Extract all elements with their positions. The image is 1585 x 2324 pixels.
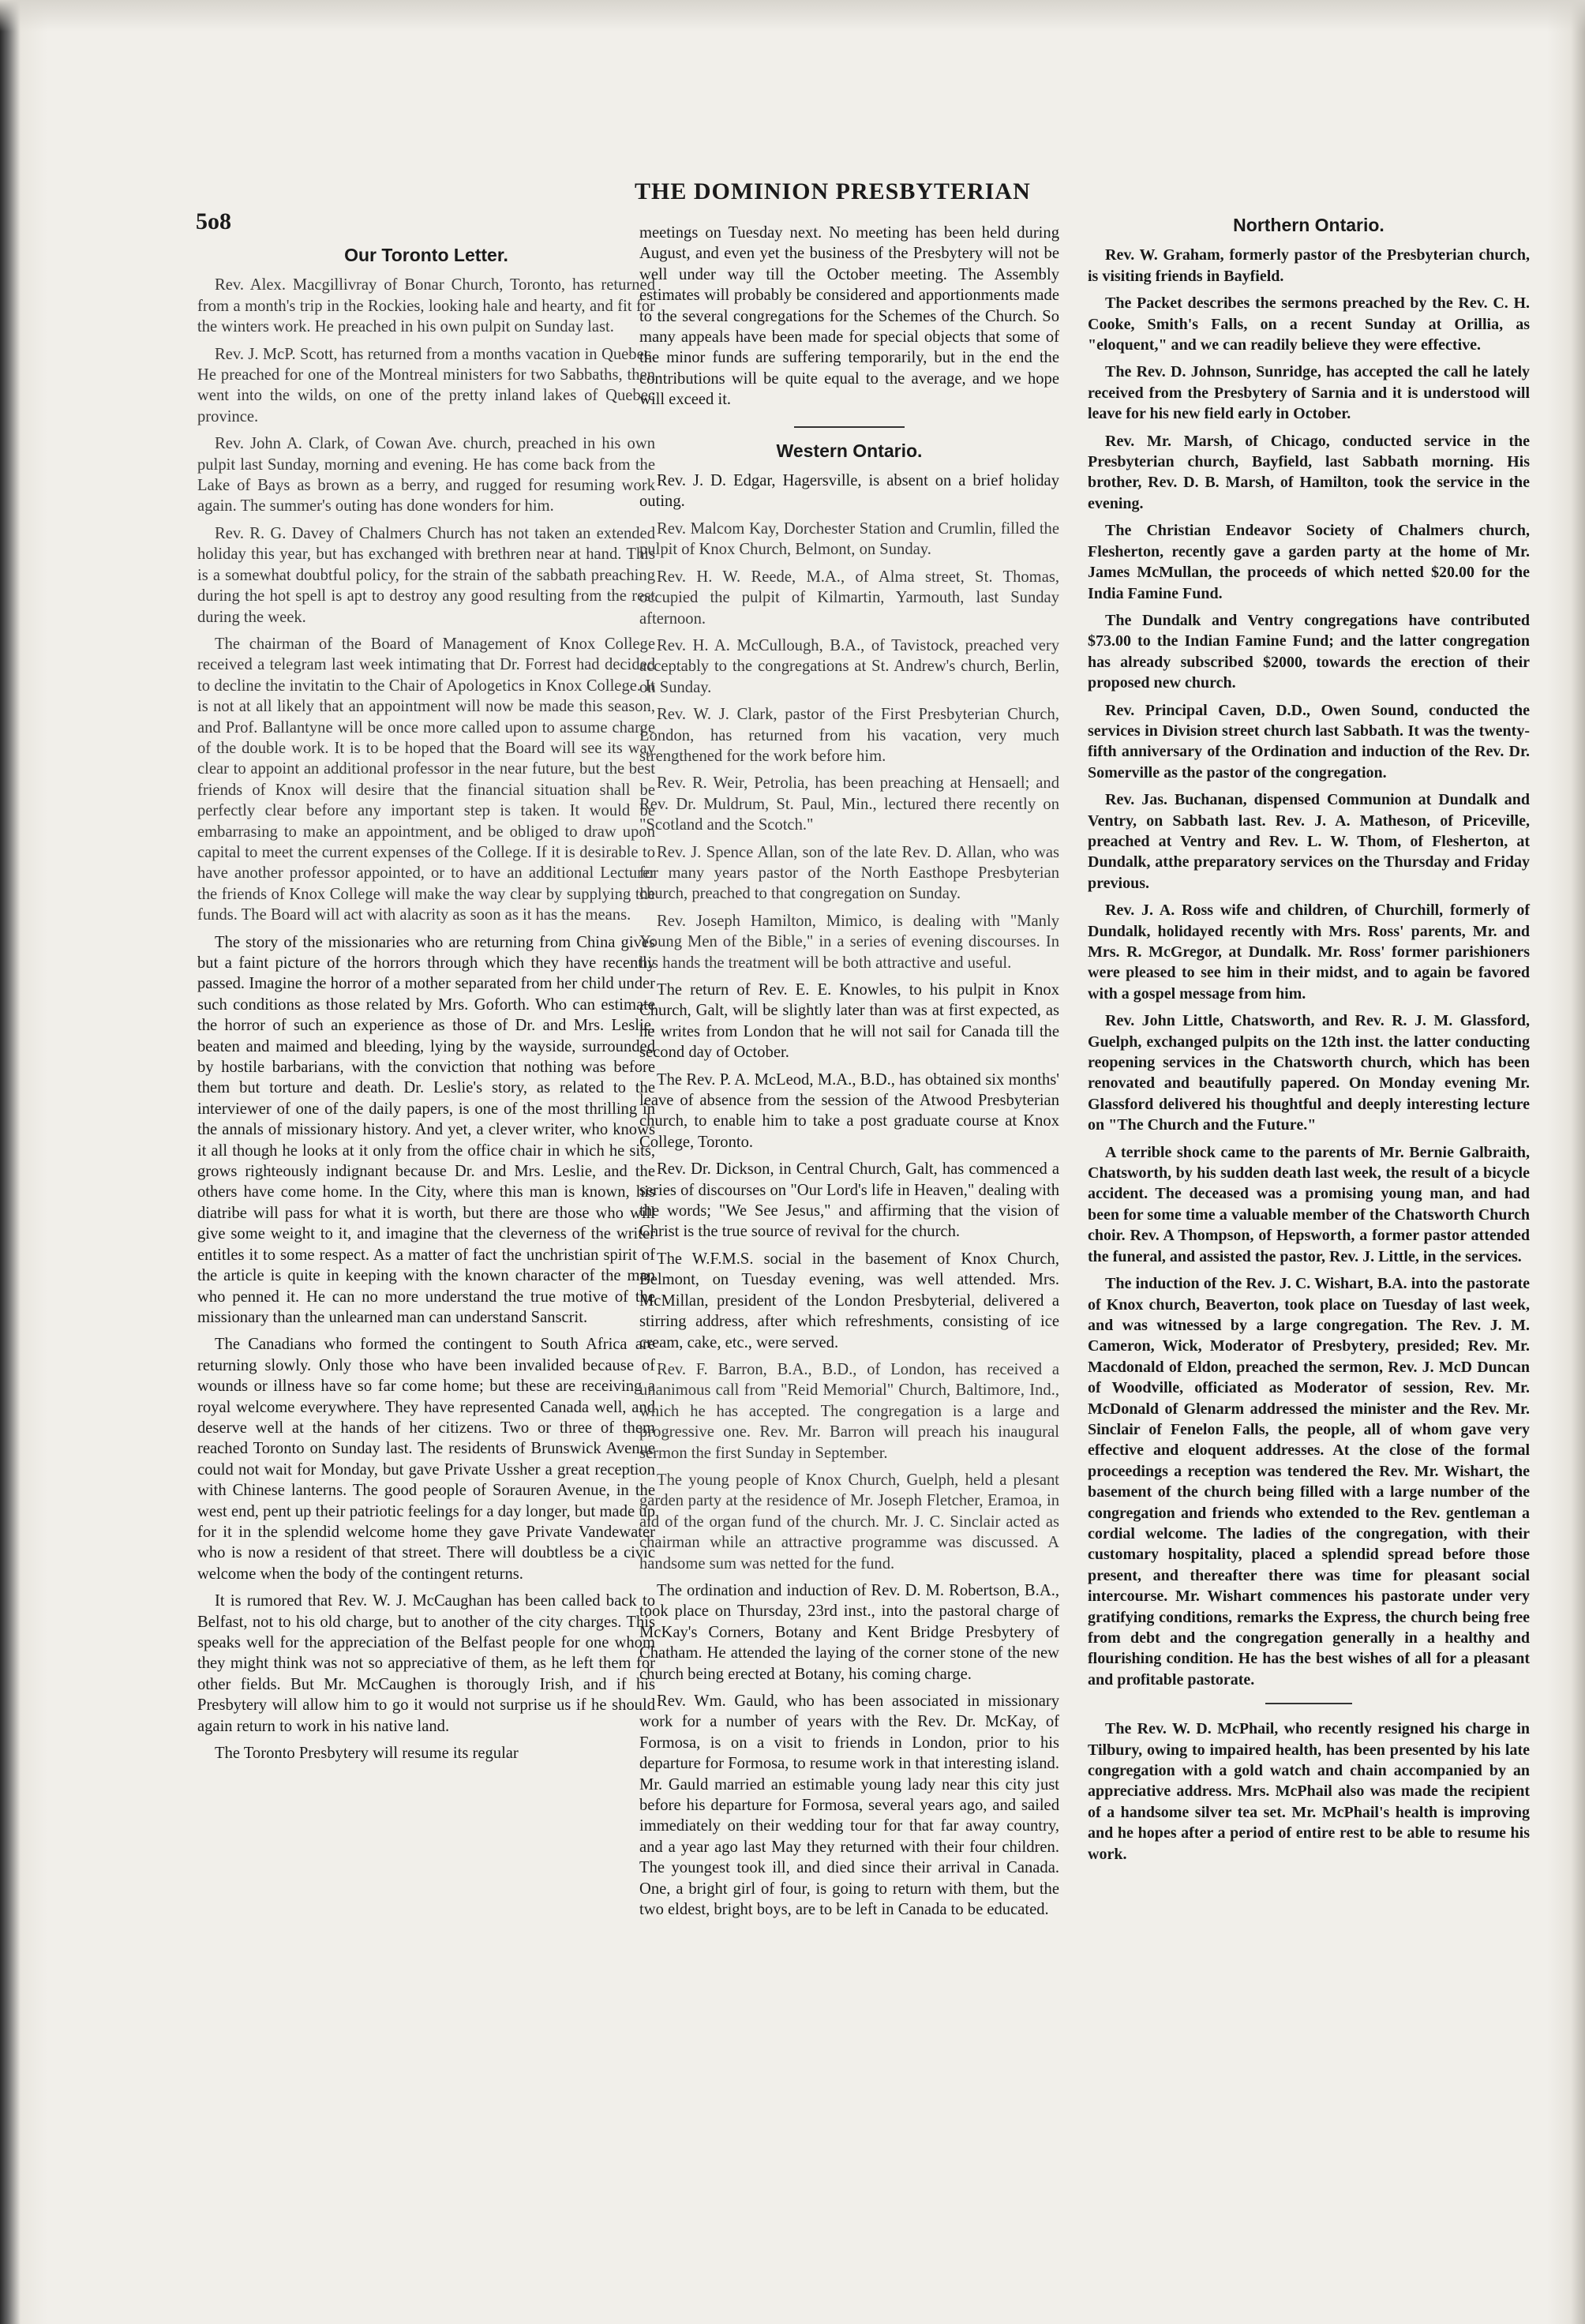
article-paragraph: Rev. Malcom Kay, Dorchester Station and Crumlin, filled the pulpit of Knox Church, Belmont, on Sunday. (639, 519, 1059, 559)
article-paragraph: Rev. J. D. Edgar, Hagersville, is absent on a brief holiday outing. (639, 472, 1059, 511)
section-divider (1265, 1703, 1352, 1704)
section-heading-toronto: Our Toronto Letter. (344, 245, 508, 265)
running-head: THE DOMINION PRESBYTERIAN (635, 178, 1031, 204)
article-paragraph: Rev. R. G. Davey of Chalmers Church has not taken an extended holiday this year, but has exchanged with brethren near at hand. This is a somewhat doubtful policy, for the strain of the sabbath preaching during the hot spell is apt to destroy any good resulting from the rest during the week. (197, 524, 655, 626)
article-paragraph: The Canadians who formed the contingent to South Africa are returning slowly. Only those who have been invalided because of wounds or illness have so far come home; but these are receiving a royal welcome everywhere. They have represented Canada well, and deserve well at the hands of her citizens. Two or three of them reached Toronto on Sunday last. The residents of Brunswick Avenue could not wait for Monday, but gave Private Ussher a great reception with Chinese lanterns. The good people of Sorauren Avenue, in the west end, pent up their patriotic feelings for a day longer, but made up for it in the splendid welcome home they gave Private Vandewater who is now a resident of that street. There will doubtless be a civic welcome when the body of the contingent returns. (197, 1336, 655, 1583)
article-paragraph: Rev. Wm. Gauld, who has been associated in missionary work for a number of years with the Rev. Dr. McKay, of Formosa, is on a visit to friends in London, prior to his departure for Formosa, to resume work in that interesting island. Mr. Gauld married an estimable young lady near this city just before his departure for Formosa, several years ago, and sailed immediately on their wedding tour for that far away country, and a year ago last May they returned with their four children. The youngest took ill, and died since their arrival in Canada. One, a bright girl of four, is going to return with them, but the two eldest, bright boys, are to be left in Canada to be educated. (639, 1692, 1059, 1919)
article-paragraph: Rev. Mr. Marsh, of Chicago, conducted service in the Presbyterian church, Bayfield, last Sabbath morning. His brother, Rev. D. B. Marsh, of Hamilton, took the service in the evening. (1088, 432, 1530, 512)
article-paragraph: A terrible shock came to the parents of Mr. Bernie Galbraith, Chatsworth, by his sudden death last week, the result of a bicycle accident. The deceased was a promising young man, and had been for some time a valuable member of the Chatsworth Church choir. Rev. A Thompson, of Hepsworth, a former pastor attended the funeral, and assisted the pastor, Rev. J. Little, in the services. (1088, 1143, 1530, 1265)
article-paragraph: Rev. J. McP. Scott, has returned from a months vacation in Quebec. He preached for one of the Montreal ministers for two Sabbaths, then went into the wilds, on one of the pretty inland lakes of Quebec province. (197, 345, 655, 425)
article-paragraph: The Rev. P. A. McLeod, M.A., B.D., has obtained six months' leave of absence from the session of the Atwood Presbyterian church, to enable him to take a post graduate course at Knox College, Toronto. (639, 1070, 1059, 1151)
section-heading-western-ontario: Western Ontario. (776, 440, 923, 461)
article-paragraph: Rev. J. A. Ross wife and children, of Churchill, formerly of Dundalk, holidayed recently with Mrs. Ross' parents, Mr. and Mrs. R. McGregor, at Dundalk. Mr. Ross' former parishioners were pleased to see him in their midst, and to again be favored with a gospel message from him. (1088, 901, 1530, 1003)
article-paragraph: Rev. W. J. Clark, pastor of the First Presbyterian Church, London, has returned from his vacation, very much strengthened for the work before him. (639, 706, 1059, 765)
column-right (1088, 208, 1530, 1871)
article-paragraph: Rev. W. Graham, formerly pastor of the Presbyterian church, is visiting friends in Bayfield. (1088, 246, 1530, 285)
article-paragraph: Rev. Joseph Hamilton, Mimico, is dealing with "Manly Young Men of the Bible," in a series of evening discourses. In his hands the treatment will be both attractive and useful. (639, 912, 1059, 972)
article-paragraph: Rev. F. Barron, B.A., B.D., of London, has received a unanimous call from "Reid Memorial" Church, Baltimore, Ind., which he has accepted. The congregation is a large and progressive one. Rev. Mr. Barron will preach his inaugural sermon the first Sunday in September. (639, 1360, 1059, 1462)
paper-top-edge (0, 0, 1585, 32)
article-paragraph: meetings on Tuesday next. No meeting has been held during August, and even yet the business of the Presbytery will not be well under way till the October meeting. The Assembly estimates will probably be considered and apportionments made to the several congregations for the Schemes of the Church. So many appeals have been made for special objects that some of the minor funds are suffering temporarily, but in the end the contributions will be quite equal to the average, and we hope will exceed it. (639, 224, 1059, 409)
article-paragraph: The young people of Knox Church, Guelph, held a plesant garden party at the residence of Mr. Joseph Fletcher, Eramoa, in aid of the organ fund of the church. Mr. J. C. Sinclair acted as chairman while an attractive programme was discussed. A handsome sum was netted for the fund. (639, 1471, 1059, 1572)
article-paragraph: The Packet describes the sermons preached by the Rev. C. H. Cooke, Smith's Falls, on a recent Sunday at Orillia, as "eloquent," and we can readily believe they were effective. (1088, 294, 1530, 354)
article-paragraph: The Dundalk and Ventry congregations have contributed $73.00 to the Indian Famine Fund; and the latter congregation has already subscribed $2000, towards the erection of their proposed new church. (1088, 611, 1530, 692)
article-paragraph: The Rev. D. Johnson, Sunridge, has accepted the call he lately received from the Presbytery of Sarnia and it is understood will leave for his new field early in October. (1088, 363, 1530, 423)
article-paragraph: Rev. H. A. McCullough, B.A., of Tavistock, preached very acceptably to the congregations at St. Andrew's church, Berlin, on Sunday. (639, 636, 1059, 696)
article-paragraph: Rev. John A. Clark, of Cowan Ave. church, preached in his own pulpit last Sunday, morning and evening. He has come back from the Lake of Bays as brown as a berry, and rugged for resuming work again. The summer's outing has done wonders for him. (197, 435, 655, 515)
article-paragraph: Rev. J. Spence Allan, son of the late Rev. D. Allan, who was for many years pastor of the North Easthope Presbyterian church, preached to that congregation on Sunday. (639, 843, 1059, 903)
article-paragraph: The Christian Endeavor Society of Chalmers church, Flesherton, recently gave a garden party at the home of Mr. James McMullan, the proceeds of which netted $20.00 for the India Famine Fund. (1088, 522, 1530, 602)
article-paragraph: The story of the missionaries who are returning from China gives but a faint picture of the horrors through which they have recently passed. Imagine the horror of a mother separated from her child under such conditions as those related by Mrs. Goforth. Who can estimate the horror of such an experience as those of Dr. and Mrs. Leslie, beaten and maimed and bleeding, lying by the wayside, surrounded by hostile barbarians, with the conviction that nothing was before them but torture and death. Dr. Leslie's story, as related to the interviewer of one of the daily papers, is one of the most thrilling in the annals of missionary history. And yet, a clever writer, who knows it all though he looks at it only from the office chair in which he sits, grows righteously indignant because Dr. and Mrs. Leslie, and the others have come home. In the City, where this man is known, his diatribe will pass for what it is worth, but there are those who will give some weight to it, and imagine that the cleverness of the writer entitles it to some respect. As a matter of fact the unchristian spirit of the article is quite in keeping with the known character of the man who penned it. He can no more understand the true motive of the missionary than the unlearned man can understand Sanscrit. (197, 933, 655, 1326)
column-middle (639, 223, 1059, 1926)
article-paragraph: Rev. Principal Caven, D.D., Owen Sound, conducted the services in Division street church last Sabbath. It was the twenty-fifth anniversary of the Ordination and induction of the Rev. Dr. Somerville as the pastor of the congregation. (1088, 701, 1530, 782)
article-paragraph: The Toronto Presbytery will resume its regular (215, 1745, 519, 1763)
article-paragraph: Rev. Alex. Macgillivray of Bonar Church, Toronto, has returned from a month's trip in the Rockies, looking hale and hearty, and fit for the winters work. He preached in his own pulpit on Sunday last. (197, 276, 655, 336)
article-paragraph: Rev. H. W. Reede, M.A., of Alma street, St. Thomas, occupied the pulpit of Kilmartin, Yarmouth, last Sunday afternoon. (639, 568, 1059, 628)
section-divider (794, 426, 905, 428)
section-heading-northern-ontario: Northern Ontario. (1233, 215, 1385, 235)
page-number: 5o8 (196, 208, 231, 234)
article-paragraph: Rev. John Little, Chatsworth, and Rev. R. J. M. Glassford, Guelph, exchanged pulpits on the 12th inst. the latter conducting reopening services in the Chatsworth church, which has been renovated and beautifully papered. On Monday evening Mr. Glassford delivered his thoughtful and deeply interesting lecture on "The Church and the Future." (1088, 1012, 1530, 1134)
article-paragraph: The induction of the Rev. J. C. Wishart, B.A. into the pastorate of Knox church, Beaverton, took place on Tuesday of last week, and was witnessed by a large congregation. The Rev. J. M. Cameron, Wick, Moderator of Presbytery, presided; Rev. Mr. Macdonald of Eldon, preached the sermon, Rev. J. McD Duncan of Woodville, officiated as Moderator of session, Rev. Mr. McDonald of Glenarm addressed the minister and the Rev. Mr. Sinclair of Fenelon Falls, the people, all of whom gave very effective and eloquent addresses. At the close of the formal proceedings a reception was tendered the Rev. Mr. Wishart, the basement of the church being filled with a large number of the congregation and friends who extended to the Rev. gentleman a cordial welcome. The ladies of the congregation, with their customary hospitality, placed a splendid spread before those present, and thereafter there was time for pleasant social intercourse. Mr. Wishart commences his pastorate under very gratifying conditions, remarks the Express, the church being free from debt and the congregation generally in a healthy and flourishing condition. He has the best wishes of all for a pleasant and profitable pastorate. (1088, 1275, 1530, 1689)
article-paragraph: The Rev. W. D. McPhail, who recently resigned his charge in Tilbury, owing to impaired health, has been presented by his late congregation with a gold watch and chain accompanied by an appreciative address. Mrs. McPhail also was made the recipient of a handsome silver tea set. Mr. McPhail's health is improving and he hopes after a period of entire rest to be able to resume his work. (1088, 1720, 1530, 1863)
article-paragraph: Rev. Dr. Dickson, in Central Church, Galt, has commenced a series of discourses on "Our Lord's life in Heaven," dealing with the words; "We See Jesus," and affirming that the vision of Christ is the true source of revival for the church. (639, 1160, 1059, 1241)
article-paragraph: It is rumored that Rev. W. J. McCaughan has been called back to Belfast, not to his old charge, but to another of the city charges. This speaks well for the appreciation of the Belfast people for one whom they might think was not so appreciative of them, as he left them for other fields. But Mr. McCaughen is thorougly Irish, and if his Presbytery will allow him to go it would not surprise us if he should again return to work in his native land. (197, 1592, 655, 1735)
article-paragraph: The return of Rev. E. E. Knowles, to his pulpit in Knox Church, Galt, will be slightly later than was at first expected, as he writes from London that he will not sail for Canada till the second day of October. (639, 981, 1059, 1062)
column-left (197, 238, 655, 1770)
article-paragraph: The W.F.M.S. social in the basement of Knox Church, Belmont, on Tuesday evening, was well attended. Mrs. McMillan, president of the London Presbyterial, delivered a stirring address, after which refreshments, consisting of ice cream, cake, etc., were served. (639, 1250, 1059, 1351)
article-paragraph: The ordination and induction of Rev. D. M. Robertson, B.A., took place on Thursday, 23rd inst., into the pastoral charge of McKay's Corners, Botany and Kent Bridge Presbytery of Chatham. He attended the laying of the corner stone of the new church being erected at Botany, his coming charge. (639, 1581, 1059, 1683)
article-paragraph: Rev. Jas. Buchanan, dispensed Communion at Dundalk and Ventry, on Sabbath last. Rev. J. A. Matheson, of Priceville, preached at Ventry and Rev. L. W. Thom, of Flesherton, at Dundalk, atthe preparatory services on the Thursday and Friday previous. (1088, 791, 1530, 892)
article-paragraph: The chairman of the Board of Management of Knox College received a telegram last week intimating that Dr. Forrest had decided to decline the invitatin to the Chair of Apologetics in Knox College. It is not at all likely that an appointment will now be made this season, and Prof. Ballantyne will be once more called upon to assume charge of the double work. It is to be hoped that the Board will see its way clear to appoint an additional professor in the near future, but the best friends of Knox will desire that the financial situation shall be perfectly clear before any important step is taken. It would be embarrasing to make an appointment, and be obliged to draw upon capital to meet the current expenses of the College. If it is desirable to have another professor appointed, or to have an additional Lecturer the friends of Knox College will make the way clear by supplying the funds. The Board will act with alacrity as soon as it has the means. (197, 635, 655, 924)
article-paragraph: Rev. R. Weir, Petrolia, has been preaching at Hensaell; and Rev. Dr. Muldrum, St. Paul, Min., lectured there recently on "Scotland and the Scotch." (639, 774, 1059, 834)
northern-ontario-body (1088, 245, 1530, 1865)
